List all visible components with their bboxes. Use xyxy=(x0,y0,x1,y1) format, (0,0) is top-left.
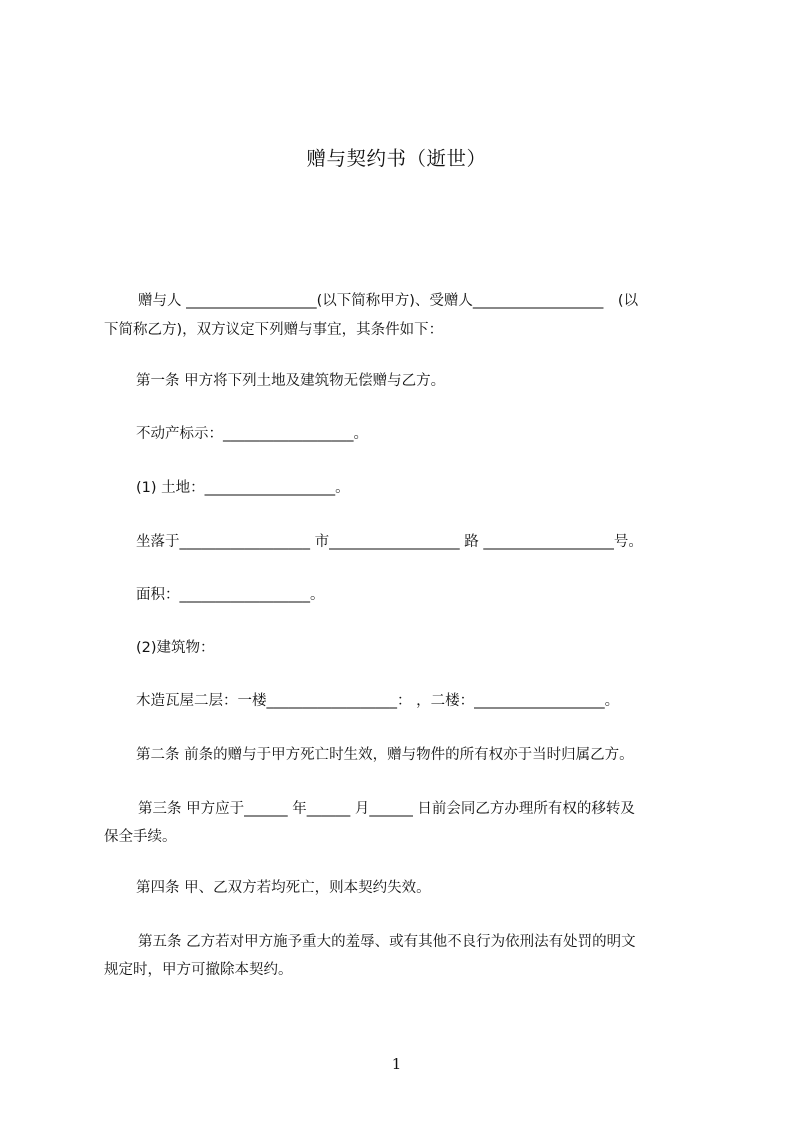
floors-line: 木造瓦屋二层：一楼__________________： ，二楼：__________________。 xyxy=(136,693,620,709)
article-1: 第一条 甲方将下列土地及建筑物无偿赠与乙方。 xyxy=(136,373,446,389)
land-line: (1) 土地：__________________。 xyxy=(136,480,350,496)
intro-line-1: 赠与人 __________________(以下简称甲方)、受赠人__________________ (以 xyxy=(138,293,639,309)
page-number: 1 xyxy=(391,1055,402,1073)
article-5-line-2: 规定时，甲方可撤除本契约。 xyxy=(104,962,293,978)
document-title: 赠与契约书（逝世） xyxy=(306,147,487,170)
real-estate-label: 不动产标示：__________________。 xyxy=(136,426,368,442)
location-line: 坐落于__________________ 市__________________ 路 __________________号。 xyxy=(136,534,643,550)
article-2: 第二条 前条的赠与于甲方死亡时生效，赠与物件的所有权亦于当时归属乙方。 xyxy=(136,747,634,763)
intro-line-2: 下简称乙方)，双方议定下列赠与事宜，其条件如下： xyxy=(104,322,444,338)
article-3-line-2: 保全手续。 xyxy=(104,829,177,845)
article-3-line-1: 第三条 甲方应于______ 年______ 月______ 日前会同乙方办理所有权的移转及 xyxy=(138,801,635,817)
article-4: 第四条 甲、乙双方若均死亡，则本契约失效。 xyxy=(136,880,431,896)
area-line: 面积：__________________。 xyxy=(136,587,325,603)
article-5-line-1: 第五条 乙方若对甲方施予重大的羞辱、或有其他不良行为依刑法有处罚的明文 xyxy=(138,934,636,950)
building-line: (2)建筑物： xyxy=(136,640,215,656)
